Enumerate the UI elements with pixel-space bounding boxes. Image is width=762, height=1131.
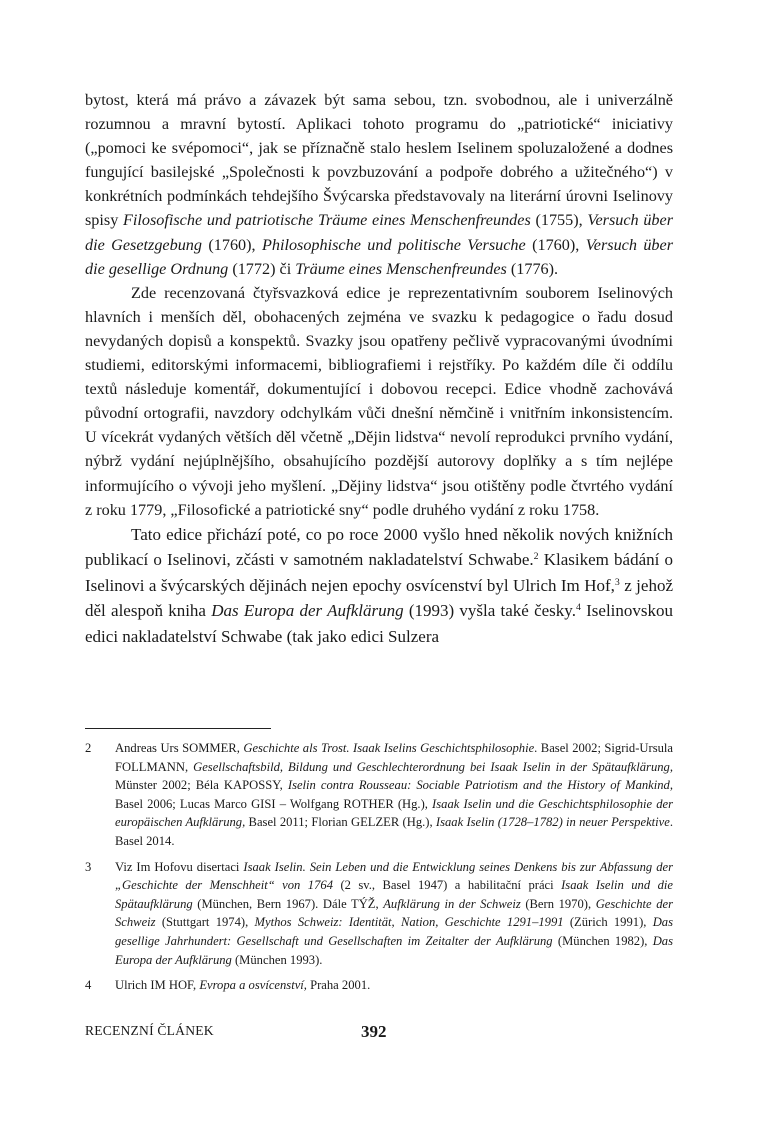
section-label: RECENZNÍ ČLÁNEK (85, 1023, 214, 1038)
footnote-number: 3 (85, 859, 92, 874)
text-run: (Stuttgart 1974), (155, 915, 255, 930)
text-run: Viz Im Hofovu disertaci (115, 859, 244, 874)
work-title: Isaak Iselin (1728–1782) in neuer Perspektive (435, 815, 670, 830)
text-run: (München 1982), (552, 933, 653, 948)
footnote-text (115, 976, 673, 995)
paragraph-2: Zde recenzovaná čtyřsvazková edice je reprezentativním souborem Iselinových hlavních i menších děl, obohacených zejména ve svazku k pedagogice o řadu dosud nevydaných dopisů a konspektů. Svazky jsou opatřeny pečlivě vypracovanými úvodními studiemi, editorskými informacemi, bibliografiemi i rejstříky. Po každém díle či oddílu textů následuje komentář, dokumentující i dobovou recepci. Edice vhodně zachovává původní ortografii, navzdory odchylkám vůči dnešní němčině i vnitřním inkonsistencím. U vícekrát vydaných větších děl včetně „Dějin lidstva“ nevolí reprodukci prvního vydání, nýbrž vydání nejúplnějšího, obsahujícího pozdější autorovy doplňky a s tím nejlépe informujícího o vývoji jeho myšlení. „Dějiny lidstva“ jsou otištěny podle čtvrtého vydání z roku 1779, „Filosofické a patriotické sny“ podle druhého vydání z roku 1758. (85, 283, 673, 519)
work-title: Evropa a osvícenství, (199, 978, 307, 993)
text-run: (München, Bern 1967). Dále TÝŽ, (192, 896, 384, 911)
work-title: Das Europa der Aufklärung (115, 933, 673, 967)
work-title: Versuch über die Gesetzgebung (85, 211, 673, 254)
page-number: 392 (361, 1022, 387, 1041)
text-run: Tato edice přichází poté, co po roce 2000 vyšlo hned několik nových knižních publikací o Iselinovi, zčásti v samotném nakladatelství Schwabe. (85, 524, 673, 570)
text-run: (München 1993). (231, 952, 323, 967)
work-title: Iselin contra Rousseau: Sociable Patriotism and the History of Mankind, (287, 778, 673, 793)
text-run: z jehož děl alespoň kniha (85, 575, 673, 621)
text-run: (1772) či (228, 259, 296, 278)
text-run: (1993) vyšla také česky. (403, 601, 576, 621)
text-run: . Basel 2014. (115, 815, 673, 848)
text-run: (Zürich 1991), (563, 915, 653, 930)
text-run: (1760), (525, 235, 586, 254)
footnote-text (115, 858, 673, 970)
text-run: (1776). (506, 259, 559, 278)
footnote-ref: 4 (575, 602, 581, 614)
text-run: Praha 2001. (306, 978, 371, 993)
work-title: Gesellschaftsbild, Bildung und Geschlechterordnung bei Isaak Iselin in der Spätaufklärung, (193, 759, 673, 774)
work-title: Filosofische und patriotische Träume eines Menschenfreundes (123, 211, 531, 230)
text-run: (2 sv., Basel 1947) a habilitační práci (333, 878, 562, 893)
text-run: (1755), (530, 211, 588, 230)
footnote-text (115, 739, 673, 851)
main-text (85, 88, 673, 650)
text-run: Ulrich IM HOF, (115, 978, 200, 993)
paragraph-1 (85, 88, 673, 281)
work-title: Mythos Schweiz: Identität, Nation, Geschichte 1291–1991 (254, 915, 564, 930)
footnote-number: 2 (85, 741, 92, 755)
work-title: Das Europa der Aufklärung (211, 601, 404, 621)
footnote-2 (85, 739, 673, 851)
footnote-ref: 2 (533, 551, 539, 563)
footnote-separator (85, 728, 271, 729)
footnote-4 (85, 976, 673, 995)
work-title: Isaak Iselin und die Spätaufklärung (115, 878, 673, 911)
text-run: Basel 2006; Lucas Marco GISI – Wolfgang ROTHER (Hg.), (115, 796, 433, 811)
work-title: Das gesellige Jahrhundert: Gesellschaft und Gesellschaften im Zeitalter der Aufklärung (115, 915, 673, 948)
work-title: Versuch über die gesellige Ordnung (85, 235, 673, 278)
work-title: Isaak Iselin und die Geschichtsphilosophie der europäischen Aufklärung, (115, 796, 673, 830)
footnote-ref: 3 (614, 576, 620, 588)
work-title: Isaak Iselin. Sein Leben und die Entwicklung seines Denkens bis zur Abfassung der „Geschichte der Menschheit“ von 1764 (115, 859, 673, 893)
footnote-3 (85, 858, 673, 970)
text-run: Münster 2002; Béla KAPOSSY, (115, 778, 288, 793)
text-run: (Bern 1970), (520, 896, 596, 911)
text-run: Andreas Urs SOMMER, (115, 741, 244, 755)
footnotes (85, 739, 673, 1002)
paragraph-3 (85, 522, 673, 650)
work-title: Geschichte als Trost. Isaak Iselins Geschichtsphilosophie (243, 741, 535, 755)
work-title: Träume eines Menschenfreundes (295, 259, 507, 278)
text-run: . Basel 2002; Sigrid-Ursula FOLLMANN, (115, 741, 673, 774)
work-title: Philosophische und politische Versuche (261, 235, 526, 254)
text-run: Basel 2011; Florian GELZER (Hg.), (245, 815, 436, 830)
text-run: Iselinovskou edici nakladatelství Schwabe (tak jako edici Sulzera (85, 601, 674, 647)
work-title: Geschichte der Schweiz (115, 896, 673, 930)
text-run: Klasikem bádání o Iselinovi a švýcarských dějinách nejen epochy osvícenství byl Ulrich Im Hof, (85, 550, 674, 595)
text-run: bytost, která má právo a závazek být sama sebou, tzn. svobodnou, ale i univerzálně rozumnou a mravní bytostí. Aplikaci tohoto programu do „patriotické“ iniciativy („pomoci ke svépomoci“, jak se příznačně stalo heslem Iselinem spoluzaložené a dodnes fungující basilejské „Společnosti k povzbuzování a podpoře dobrého a užitečného“) v konkrétních podmínkách tehdejšího Švýcarska představovaly na literární úrovni Iselinovy spisy (85, 91, 673, 230)
text-run: (1760), (201, 235, 262, 254)
work-title: Aufklärung in der Schweiz (383, 896, 521, 911)
footnote-number: 4 (85, 978, 92, 993)
